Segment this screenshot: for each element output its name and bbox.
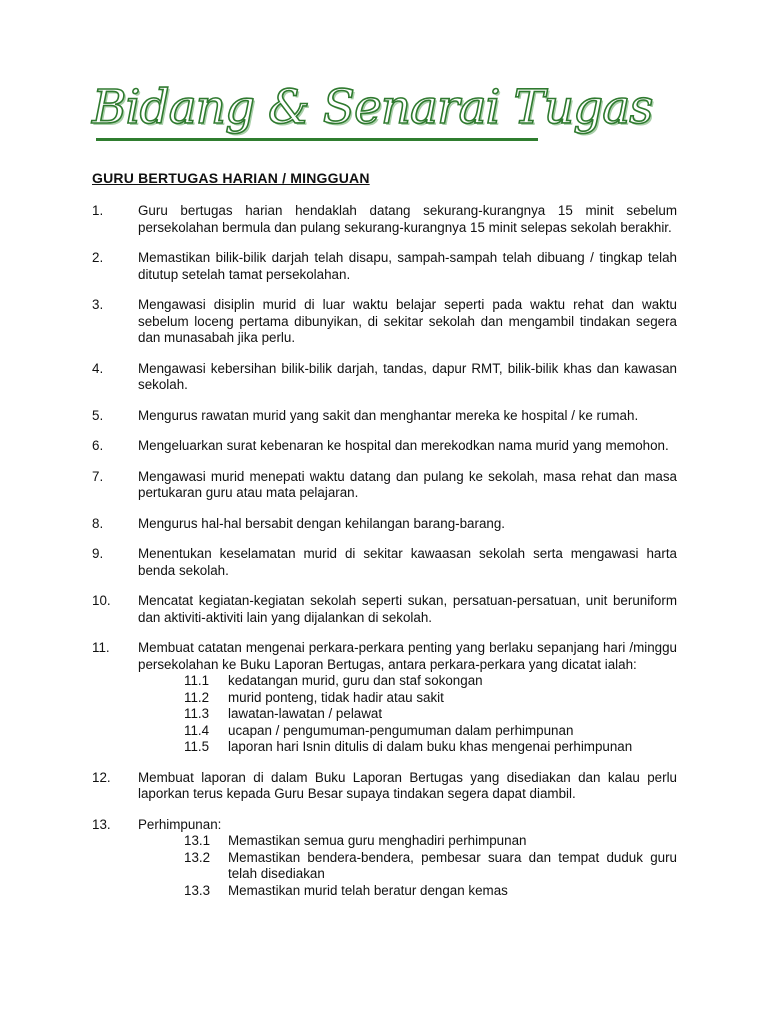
sub-item-text: ucapan / pengumuman-pengumuman dalam perhimpunan bbox=[228, 722, 574, 738]
sub-item-text: lawatan-lawatan / pelawat bbox=[228, 706, 383, 721]
list-item bbox=[92, 770, 677, 803]
list-item bbox=[92, 438, 677, 455]
item-text: Mengawasi murid menepati waktu datang dan pulang ke sekolah, masa rehat dan masa pertukaran guru atau mata pelajaran. bbox=[138, 468, 677, 500]
item-text: Mengawasi kebersihan bilik-bilik darjah, tandas, dapur RMT, bilik-bilik khas dan kawasan sekolah. bbox=[138, 360, 677, 392]
item-number: 3. bbox=[92, 297, 104, 312]
sub-item bbox=[138, 690, 677, 707]
item-number: 13. bbox=[92, 816, 111, 832]
item-number: 7. bbox=[92, 468, 104, 484]
sub-item-number: 11.3 bbox=[184, 706, 210, 721]
list-item bbox=[92, 469, 677, 502]
duty-list bbox=[92, 203, 677, 913]
item-text: Mengurus hal-hal bersabit dengan kehilangan barang-barang. bbox=[138, 515, 506, 531]
section-heading: GURU BERTUGAS HARIAN / MINGGUAN bbox=[92, 170, 370, 186]
sub-item-text: Memastikan semua guru menghadiri perhimpunan bbox=[228, 833, 527, 848]
sub-item-number: 13.2 bbox=[184, 849, 211, 865]
item-body bbox=[138, 546, 677, 579]
list-item bbox=[92, 516, 677, 533]
list-item bbox=[92, 593, 677, 626]
item-text: Membuat catatan mengenai perkara-perkara penting yang berlaku sepanjang hari /minggu persekolahan ke Buku Laporan Bertugas, antara perkara-perkara yang dicatat ialah: bbox=[138, 640, 677, 672]
item-body bbox=[138, 469, 677, 502]
item-text: Menentukan keselamatan murid di sekitar kawaasan sekolah serta mengawasi harta benda sekolah. bbox=[138, 546, 677, 578]
item-number: 8. bbox=[92, 515, 104, 531]
sub-item-number: 13.1 bbox=[184, 833, 211, 848]
sub-item-number: 11.1 bbox=[184, 673, 210, 688]
sub-item bbox=[138, 723, 677, 740]
item-body bbox=[138, 640, 677, 756]
item-body bbox=[138, 203, 677, 236]
item-text: Mencatat kegiatan-kegiatan sekolah seperti sukan, persatuan-persatuan, unit beruniform dan aktiviti-aktiviti lain yang dijalankan di sekolah. bbox=[138, 593, 677, 625]
item-body bbox=[138, 770, 677, 803]
item-number: 12. bbox=[92, 769, 111, 785]
item-number: 5. bbox=[92, 407, 104, 423]
list-item bbox=[92, 546, 677, 579]
sub-item-text: Memastikan bendera-bendera, pembesar suara dan tempat duduk guru telah disediakan bbox=[228, 849, 677, 881]
item-number: 4. bbox=[92, 360, 104, 376]
item-number: 11. bbox=[92, 640, 110, 655]
sub-item-number: 11.4 bbox=[184, 722, 210, 738]
sub-item-number: 11.5 bbox=[184, 739, 210, 754]
item-number: 9. bbox=[92, 546, 104, 561]
item-text: Mengurus rawatan murid yang sakit dan menghantar mereka ke hospital / ke rumah. bbox=[138, 407, 639, 423]
item-text: Guru bertugas harian hendaklah datang sekurang-kurangnya 15 minit sebelum persekolahan bermula dan pulang sekurang-kurangnya 15 minit selepas sekolah berakhir. bbox=[138, 203, 677, 235]
sub-item bbox=[138, 833, 677, 850]
title-banner bbox=[92, 80, 653, 146]
list-item bbox=[92, 408, 677, 425]
sub-item bbox=[138, 706, 677, 723]
item-body bbox=[138, 408, 677, 425]
item-body bbox=[138, 361, 677, 394]
sub-item-text: murid ponteng, tidak hadir atau sakit bbox=[228, 689, 444, 705]
item-body bbox=[138, 516, 677, 533]
sub-item bbox=[138, 883, 677, 900]
item-body bbox=[138, 250, 677, 283]
list-item bbox=[92, 297, 677, 347]
sub-item-number: 13.3 bbox=[184, 882, 211, 898]
sub-item-text: laporan hari Isnin ditulis di dalam buku khas mengenai perhimpunan bbox=[228, 739, 633, 754]
item-text: Mengeluarkan surat kebenaran ke hospital dan merekodkan nama murid yang memohon. bbox=[138, 438, 669, 453]
item-number: 6. bbox=[92, 438, 104, 453]
sub-item bbox=[138, 739, 677, 756]
sub-item bbox=[138, 850, 677, 883]
item-text: Memastikan bilik-bilik darjah telah disapu, sampah-sampah telah dibuang / tingkap telah ditutup setelah tamat persekolahan. bbox=[138, 250, 677, 282]
list-item bbox=[92, 640, 677, 756]
sub-item-number: 11.2 bbox=[184, 689, 210, 705]
list-item bbox=[92, 361, 677, 394]
list-item bbox=[92, 250, 677, 283]
item-number: 1. bbox=[92, 203, 104, 218]
item-text: Mengawasi disiplin murid di luar waktu belajar seperti pada waktu rehat dan waktu sebelum loceng pertama dibunyikan, di sekitar sekolah dan mengambil tindakan segera dan munasabah jika perlu. bbox=[138, 297, 677, 345]
sub-item bbox=[138, 673, 677, 690]
list-item bbox=[92, 203, 677, 236]
sub-item-text: kedatangan murid, guru dan staf sokongan bbox=[228, 673, 483, 688]
page-title: Bidang & Senarai Tugas bbox=[92, 80, 653, 135]
item-body bbox=[138, 593, 677, 626]
item-text: Perhimpunan: bbox=[138, 816, 222, 832]
item-body bbox=[138, 438, 677, 455]
item-number: 10. bbox=[92, 593, 111, 608]
item-body bbox=[138, 297, 677, 347]
title-underline bbox=[96, 138, 538, 141]
list-item bbox=[92, 817, 677, 900]
item-text: Membuat laporan di dalam Buku Laporan Bertugas yang disediakan dan kalau perlu laporkan terus kepada Guru Besar supaya tindakan segera dapat diambil. bbox=[138, 769, 677, 801]
item-body bbox=[138, 817, 677, 900]
item-number: 2. bbox=[92, 250, 104, 265]
sub-item-text: Memastikan murid telah beratur dengan kemas bbox=[228, 882, 508, 898]
